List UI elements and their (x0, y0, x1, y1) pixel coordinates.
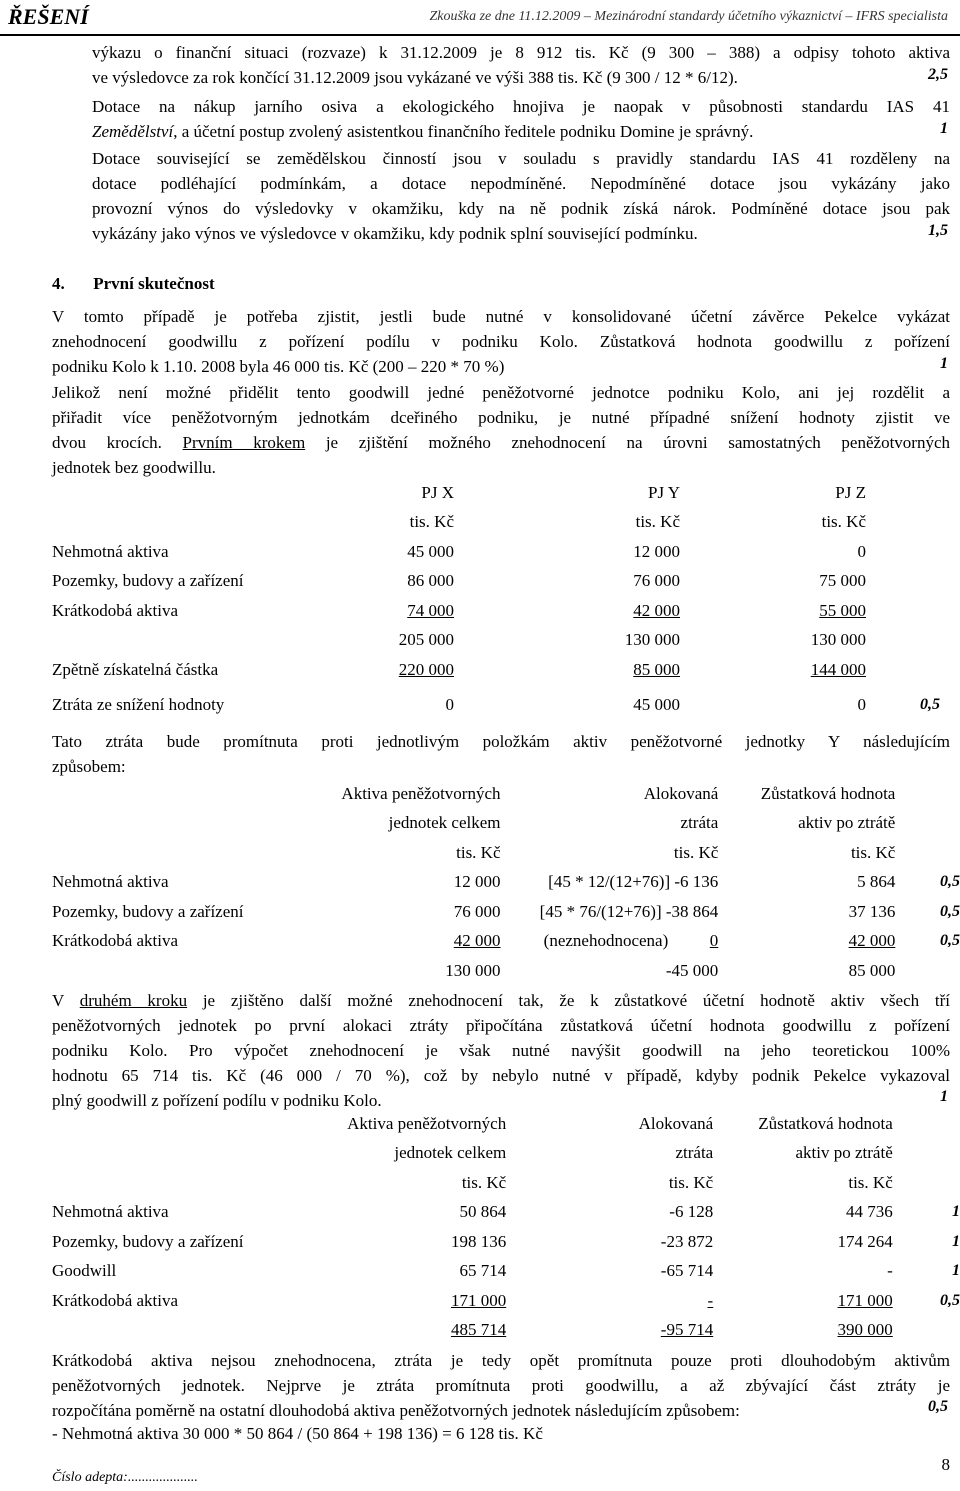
paragraph-goodwill: V tomto případě je potřeba zjistit, jestli bude nutné v konsolidované účetní závěrce Pekelce vykázat znehodnocení goodwillu z pořízení podílu v podniku Kolo. Zůstatková hodnota goodwillu z pořízení podniku Kolo k 1.10. 2008 byla 46 000 tis. Kč (200 – 220 * 70 %) (52, 307, 950, 376)
table-row: Pozemky, budovy a zařízení 76 000 [45 * 76/(12+76)] -38 864 37 136 0,5 (52, 901, 960, 921)
table-row: Nehmotná aktiva 45 000 12 000 0 (52, 541, 866, 561)
table-row: Goodwill 65 714 -65 714 - 1 (52, 1261, 960, 1281)
table-header-row: PJ X PJ Y PJ Z (421, 482, 866, 502)
table-row: Nehmotná aktiva 12 000 [45 * 12/(12+76)] -6 136 5 864 0,5 (52, 872, 960, 892)
table-row: Krátkodobá aktiva 42 000 (neznehodnocena) 0 42 000 0,5 (52, 931, 960, 951)
table-header-row: jednotek celkem ztráta aktiv po ztrátě (394, 1143, 893, 1163)
table-unit-row: tis. Kč tis. Kč tis. Kč (456, 842, 896, 862)
section-title: První skutečnost (93, 274, 215, 293)
candidate-number-field: Číslo adepta:.................... (52, 1470, 198, 1485)
paragraph-steps: Jelikož není možné přidělit tento goodwill jedné peněžotvorné jednotce podniku Kolo, ani jej rozdělit a přiřadit více peněžotvorným jednotkám dceřiného podniku, je nutné případné snížení hodnoty zjistit ve dvou krocích. Prvním krokem je zjištění možného znehodnocení na úrovni samostatných peněžotvorných jednotek bez goodwillu. (52, 383, 950, 477)
paragraph-grants: Dotace související se zemědělskou činností jsou v souladu s pravidly standardu IAS 41 rozděleny na dotace podléhající podmínkám, a dotace nepodmíněné. Nepodmíněné dotace jsou vykázány jako provozní výnos do výsledovky v okamžiku, kdy na ně podnik získá nárok. Podmíněné dotace jsou pak vykázány jako výnos ve výsledovce v okamžiku, kdy podnik splní související podmínku. (92, 149, 950, 243)
page-number: 8 (941, 1455, 950, 1474)
table-unit-row: tis. Kč tis. Kč tis. Kč (409, 512, 866, 532)
table-row: Ztráta ze snížení hodnoty 0 45 000 0 0,5 (52, 695, 940, 715)
table-header-row: jednotek celkem ztráta aktiv po ztrátě (388, 813, 896, 833)
table-row: Krátkodobá aktiva 171 000 - 171 000 0,5 (52, 1290, 960, 1310)
points-para3: 1,5 (928, 222, 948, 239)
table-row: Pozemky, budovy a zařízení 86 000 76 000 75 000 (52, 571, 866, 591)
paragraph-allocation: Tato ztráta bude promítnuta proti jednotlivým položkám aktiv peněžotvorné jednotky Y následujícím způsobem: (52, 732, 950, 776)
table-header-row: Aktiva peněžotvorných Alokovaná Zůstatková hodnota (341, 783, 896, 803)
table-row: Nehmotná aktiva 50 864 -6 128 44 736 1 (52, 1202, 960, 1222)
points-para8: 0,5 (928, 1398, 948, 1415)
paragraph-step2: V druhém kroku je zjištěno další možné znehodnocení tak, že k zůstatkové účetní hodnotě aktiv všech tří peněžotvorných jednotek po první alokaci ztráty připočítána zůstatková účetní hodnota goodwillu z pořízení podniku Kolo. Pro výpočet znehodnocení je však nutné navýšit goodwill na jeho teoretickou 100% hodnotu 65 714 tis. Kč (46 000 / 70 %), což by nebylo nutné v případě, kdyby podnik Pekelce vykazoval plný goodwill z pořízení podílu v podniku Kolo. (52, 991, 950, 1110)
page-header (0, 0, 960, 36)
table-row: Pozemky, budovy a zařízení 198 136 -23 872 174 264 1 (52, 1231, 960, 1251)
table-row-subtotal: 485 714 -95 714 390 000 (450, 1320, 893, 1340)
header-exam-info: Zkouška ze dne 11.12.2009 – Mezinárodní standardy účetního výkaznictví – IFRS specialista (429, 9, 948, 24)
points-para2: 1 (940, 120, 948, 137)
table-row: Zpětně získatelná částka 220 000 85 000 144 000 (52, 659, 866, 679)
section-heading (52, 274, 215, 294)
table-row: Krátkodobá aktiva 74 000 42 000 55 000 (52, 600, 866, 620)
paragraph-current-assets: Krátkodobá aktiva nejsou znehodnocena, ztráta je tedy opět promítnuta pouze proti dlouhodobým aktivům peněžotvorných jednotek. Nejprve je ztráta promítnuta proti goodwillu, a až zbývající část ztráty je rozpočítána poměrně na ostatní dlouhodobá aktiva peněžotvorných jednotek následujícím způsobem: (52, 1351, 950, 1420)
points-para7: 1 (940, 1088, 948, 1105)
intro-paragraph: výkazu o finanční situaci (rozvaze) k 31.12.2009 je 8 912 tis. Kč (9 300 – 388) a odpisy tohoto aktiva ve výsledovce za rok končící 31.12.2009 jsou vykázané ve výši 388 tis. Kč (9 300 / 12 * 6/12). (92, 43, 950, 87)
section-number: 4. (52, 274, 65, 293)
table-row-subtotal: 130 000 -45 000 85 000 (445, 960, 896, 980)
table-header-row: Aktiva peněžotvorných Alokovaná Zůstatková hodnota (347, 1113, 893, 1133)
paragraph-ias41-seed: Dotace na nákup jarního osiva a ekologického hnojiva je naopak v působnosti standardu IAS 41 Zemědělství, a účetní postup zvolený asistentkou finančního ředitele podniku Domine je správný. (92, 97, 950, 141)
impairment-table-step1 (52, 478, 940, 720)
header-title: ŘEŠENÍ (8, 4, 89, 29)
points-para4: 1 (940, 355, 948, 372)
table-row-subtotal: 205 000 130 000 130 000 (398, 630, 866, 650)
table-unit-row: tis. Kč tis. Kč tis. Kč (461, 1172, 893, 1192)
calculation-bullet: - Nehmotná aktiva 30 000 * 50 864 / (50 864 + 198 136) = 6 128 tis. Kč (52, 1424, 543, 1443)
allocation-table-step1 (52, 779, 960, 986)
points-intro: 2,5 (928, 66, 948, 83)
allocation-table-step2 (52, 1109, 960, 1345)
